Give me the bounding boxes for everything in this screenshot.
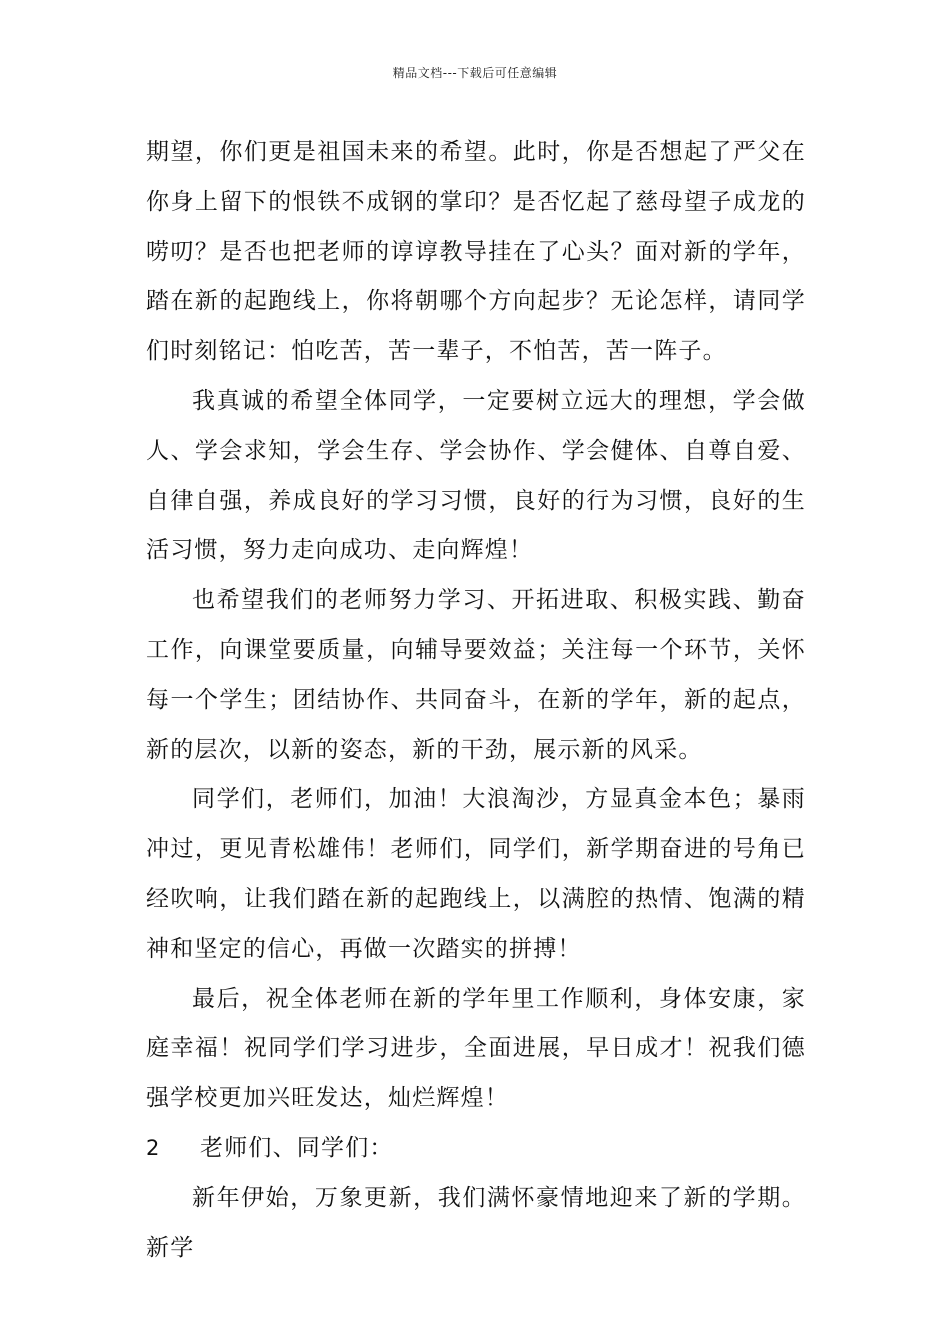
- section-number: 2: [146, 1135, 161, 1160]
- section-2-heading: [146, 1124, 806, 1174]
- paragraph-continuation: 期望，你们更是祖国未来的希望。此时，你是否想起了严父在你身上留下的恨铁不成钢的掌印？是否忆起了慈母望子成龙的唠叨？是否也把老师的谆谆教导挂在了心头？面对新的学年，踏在新的起跑线上，你将朝哪个方向起步？无论怎样，请同学们时刻铭记：怕吃苦，苦一辈子，不怕苦，苦一阵子。: [146, 139, 806, 365]
- section-greeting: 老师们、同学们：: [200, 1134, 394, 1161]
- paragraph-students-hope: 我真诚的希望全体同学，一定要树立远大的理想，学会做人、学会求知，学会生存、学会协作、学会健体、自尊自爱、自律自强，养成良好的学习习惯，良好的行为习惯，良好的生活习惯，努力走向成功、走向辉煌！: [146, 387, 806, 564]
- paragraph-encouragement: 同学们，老师们，加油！大浪淘沙，方显真金本色；暴雨冲过，更见青松雄伟！老师们，同学们，新学期奋进的号角已经吹响，让我们踏在新的起跑线上，以满腔的热情、饱满的精神和坚定的信心，再做一次踏实的拼搏！: [146, 786, 806, 962]
- paragraph-teachers-hope: 也希望我们的老师努力学习、开拓进取、积极实践、勤奋工作，向课堂要质量，向辅导要效益；关注每一个环节，关怀每一个学生；团结协作、共同奋斗，在新的学年，新的起点，新的层次，以新的姿态，新的干劲，展示新的风采。: [146, 587, 806, 763]
- paragraph-closing-wishes: 最后，祝全体老师在新的学年里工作顺利，身体安康，家庭幸福！祝同学们学习进步，全面进展，早日成才！祝我们德强学校更加兴旺发达，灿烂辉煌！: [146, 985, 806, 1112]
- document-body: [146, 128, 806, 1273]
- section-2-opening: 新年伊始，万象更新，我们满怀豪情地迎来了新的学期。新学: [146, 1184, 806, 1261]
- page-header: 精品文档---下载后可任意编辑: [392, 66, 558, 80]
